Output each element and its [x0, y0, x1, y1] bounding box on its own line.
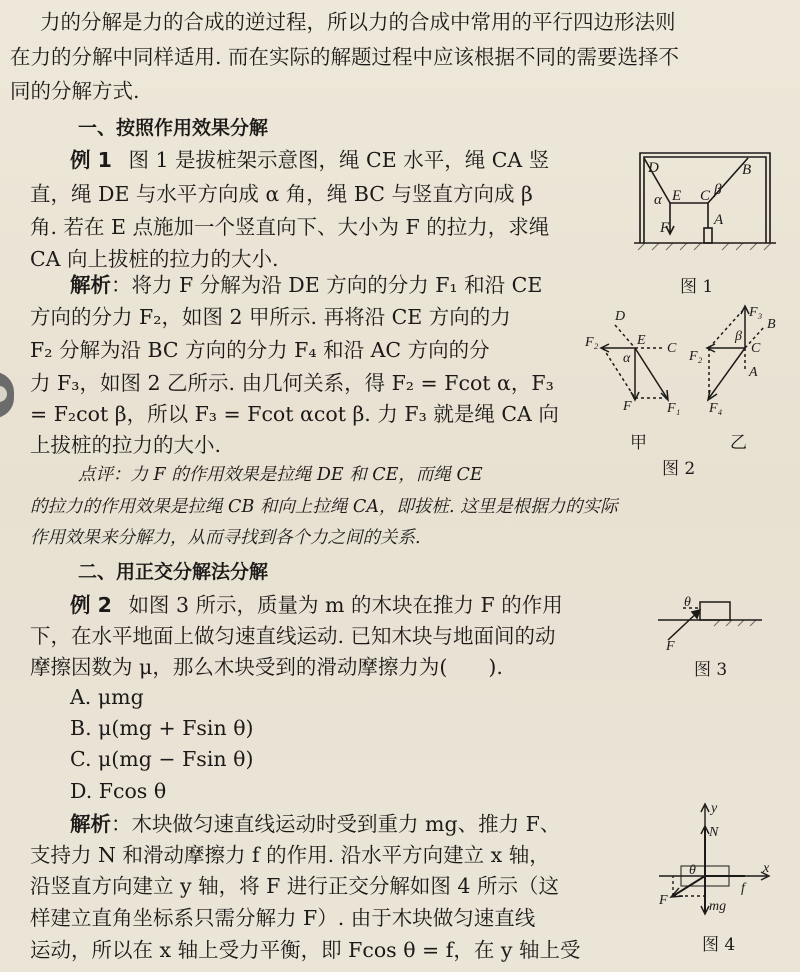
yi-label-f4: F₄ [709, 401, 723, 416]
note1-text-3: 作用效果来分解力，从而寻找到各个力之间的关系. [30, 528, 421, 548]
fig1-label-beta: β [714, 182, 722, 198]
intro-line-2: 在力的分解中同样适用. 而在实际的解题过程中应该根据不同的需要选择不 [10, 45, 680, 69]
fig3-block [700, 602, 730, 620]
note1-text-1: 点评：力 F 的作用效果是拉绳 DE 和 CE，而绳 CE [78, 465, 483, 485]
pile [704, 228, 712, 243]
option-b: B. μ(mg + Fsin θ) [70, 716, 254, 740]
solution1-label: 解析 [70, 273, 111, 297]
jia-label-f: F [623, 399, 632, 414]
page-edge-tab [0, 372, 14, 418]
jia-line-de [615, 325, 635, 348]
section1-heading: 一、按照作用效果分解 [78, 117, 269, 139]
figure-2-yi-label: 乙 [730, 433, 747, 453]
example2-text-3: 摩擦因数为 μ，那么木块受到的滑动摩擦力为( ). [30, 655, 503, 679]
figure-3 [650, 590, 770, 650]
solution1-text-6: 上拔桩的拉力的大小. [30, 433, 222, 457]
solution1-text-4: 力 F₃，如图 2 乙所示. 由几何关系，得 F₂ = Fcot α，F₃ [30, 371, 554, 395]
solution2-first-line [70, 808, 560, 840]
fig3-label-f: F [666, 639, 675, 650]
jia-label-alpha: α [623, 351, 631, 366]
fig4-label-friction: f [741, 881, 745, 896]
solution2-label: 解析 [70, 812, 111, 836]
fig1-label-f: F [660, 220, 670, 236]
solution1-first-line [70, 269, 542, 301]
example1-text-4: CA 向上拔桩的拉力的大小. [30, 247, 279, 271]
fig3-hatching [714, 620, 756, 626]
jia-f1 [635, 348, 667, 398]
solution1-text-5: = F₂cot β，所以 F₃ = Fcot αcot β. 力 F₃ 就是绳 CA 向 [30, 402, 559, 426]
intro-line-1: 力的分解是力的合成的逆过程，所以力的合成中常用的平行四边形法则 [40, 10, 676, 34]
solution2-text-5: 运动，所以在 x 轴上受力平衡，即 Fcos θ = f，在 y 轴上受 [30, 938, 581, 962]
solution2-text-3: 沿竖直方向建立 y 轴，将 F 进行正交分解如图 4 所示（这 [30, 874, 559, 898]
example1-label: 例 1 [70, 148, 112, 172]
option-a: A. μmg [70, 685, 144, 709]
solution1-text-3: F₂ 分解为沿 BC 方向的分力 F₄ 和沿 AC 方向的分 [30, 338, 490, 362]
fig4-label-x: x [763, 861, 770, 876]
section2-heading: 二、用正交分解法分解 [78, 561, 269, 583]
example1-text-3: 角. 若在 E 点施加一个竖直向下、大小为 F 的拉力，求绳 [30, 215, 550, 239]
example2-label: 例 2 [70, 593, 112, 617]
example1-text-1: 图 1 是拔桩架示意图，绳 CE 水平，绳 CA 竖 [128, 148, 550, 172]
ground-hatching [638, 243, 771, 250]
yi-f4 [709, 348, 745, 398]
yi-label-b: B [767, 317, 776, 332]
jia-label-c: C [667, 341, 677, 356]
fig4-label-theta: θ [689, 863, 696, 878]
intro-line-3: 同的分解方式. [10, 79, 140, 103]
fig1-label-a: A [714, 212, 724, 228]
yi-label-beta: β [735, 329, 742, 344]
figure-4-caption: 图 4 [702, 935, 736, 955]
solution2-text-2: 支持力 N 和滑动摩擦力 f 的作用. 沿水平方向建立 x 轴， [30, 843, 550, 867]
yi-label-f3: F₃ [749, 305, 763, 320]
fig1-label-e: E [672, 188, 682, 204]
solution1-text-2: 方向的分力 F₂，如图 2 甲所示. 再将沿 CE 方向的力 [30, 305, 511, 329]
example1-text-2: 直，绳 DE 与水平方向成 α 角，绳 BC 与竖直方向成 β [30, 182, 533, 206]
fig4-label-mg: mg [709, 899, 727, 914]
option-d: D. Fcos θ [70, 779, 167, 803]
figure-1-caption: 图 1 [680, 277, 714, 297]
jia-label-e: E [637, 333, 646, 348]
yi-label-c: C [751, 341, 761, 356]
solution1-text-1: ：将力 F 分解为沿 DE 方向的分力 F₁ 和沿 CE [111, 273, 543, 297]
figure-2-caption: 图 2 [662, 459, 696, 479]
figure-2 [585, 300, 785, 430]
yi-label-a: A [749, 365, 758, 380]
figure-3-caption: 图 3 [694, 660, 728, 680]
solution2-text-1: ：木块做匀速直线运动时受到重力 mg、推力 F、 [111, 812, 561, 836]
jia-label-d: D [615, 309, 626, 324]
example2-first-line [70, 589, 563, 621]
jia-label-f1: F₁ [667, 401, 681, 416]
fig1-label-b: B [742, 162, 752, 178]
fig4-label-n: N [709, 825, 719, 840]
yi-label-f2: F₂ [689, 349, 703, 364]
fig1-label-d: D [648, 160, 659, 176]
option-c: C. μ(mg − Fsin θ) [70, 747, 254, 771]
example2-text-1: 如图 3 所示，质量为 m 的木块在推力 F 的作用 [128, 593, 563, 617]
example2-text-2: 下，在水平地面上做匀速直线运动. 已知木块与地面间的动 [30, 624, 556, 648]
fig4-label-f: F [659, 893, 668, 908]
note1-text-2: 的拉力的作用效果是拉绳 CB 和向上拉绳 CA，即拔桩. 这里是根据力的实际 [30, 497, 618, 517]
fig1-label-c: C [700, 188, 711, 204]
figure-4 [655, 800, 775, 930]
figure-2-jia-label: 甲 [630, 433, 647, 453]
fig4-label-y: y [711, 801, 718, 816]
example1-first-line [70, 144, 549, 176]
fig1-label-alpha: α [654, 192, 662, 208]
jia-label-f2: F₂ [585, 335, 599, 350]
fig3-label-theta: θ [684, 595, 691, 610]
figure-1 [630, 148, 780, 258]
solution2-text-4: 样建立直角坐标系只需分解力 F）. 由于木块做匀速直线 [30, 906, 536, 930]
